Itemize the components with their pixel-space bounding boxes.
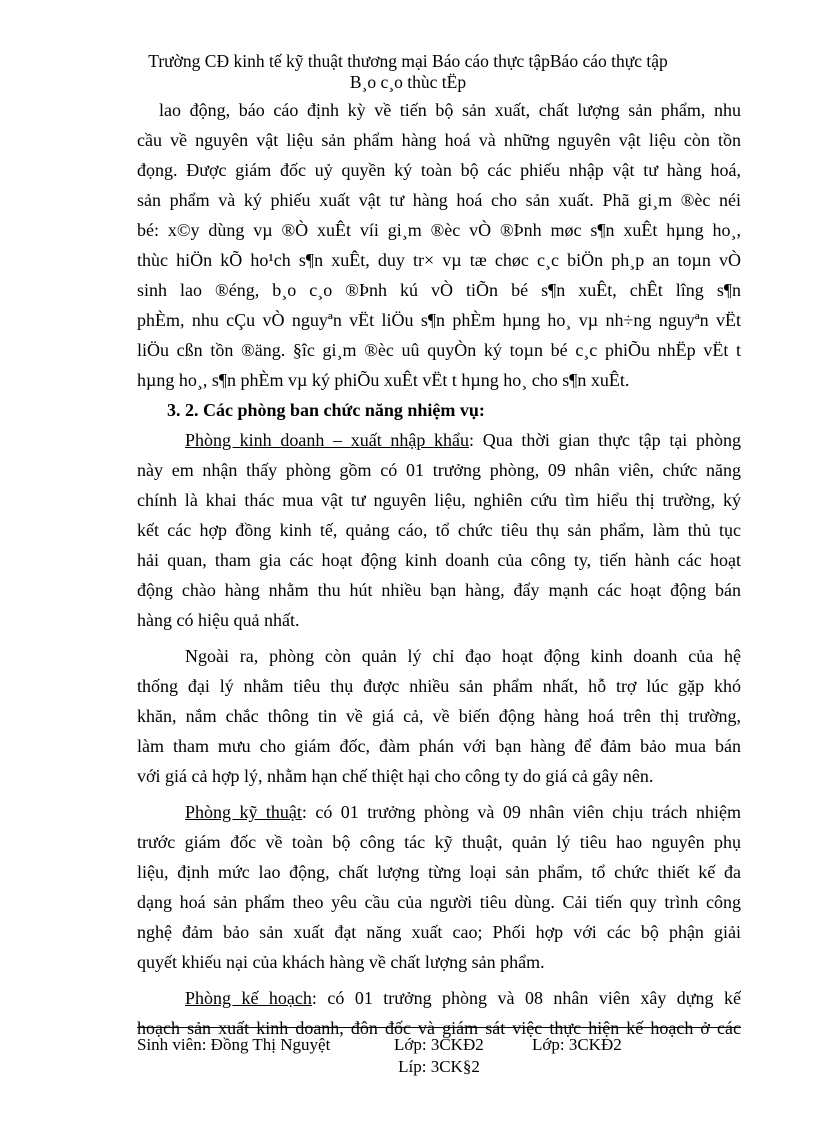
paragraph-text: : Qua thời gian thực tập tại phòng bbox=[469, 430, 741, 450]
body-line: kết các hợp đồng kinh tế, quảng cáo, tổ chức tiêu thụ sản phẩm, làm thủ tục bbox=[137, 520, 741, 540]
document-body bbox=[137, 95, 741, 1043]
header-report-title: B¸o c¸o thùc tËp bbox=[349, 72, 467, 92]
body-line: hàng có hiệu quả nhất. bbox=[137, 610, 300, 630]
footer-class: Lớp: 3CKĐ2 bbox=[532, 1035, 622, 1054]
body-line: nghệ đảm bảo sản xuất đạt năng xuất cao; Phối hợp với các bộ phận giải bbox=[137, 922, 741, 942]
header-school-title: Trường CĐ kinh tế kỹ thuật thương mại Báo cáo thực tậpBáo cáo thực tập bbox=[148, 51, 668, 71]
section-heading: 3. 2. Các phòng ban chức năng nhiệm vụ: bbox=[167, 400, 485, 420]
body-line: hoạch sản xuất kinh doanh, đôn đốc và giám sát việc thực hiện kế hoạch ở các bbox=[137, 1018, 741, 1038]
body-line: liÖu cßn tồn ®äng. §îc gi¸m ®èc uû quyÒn ký toµn bé c¸c phiÕu nhËp vËt t bbox=[137, 340, 741, 360]
body-line: khăn, nắm chắc thông tin về giá cả, về biến động hàng hoá trên thị trường, bbox=[137, 706, 741, 726]
paragraph-text: : có 01 trưởng phòng và 08 nhân viên xây dựng kế bbox=[311, 988, 741, 1008]
business-dept-title: Phòng kinh doanh – xuất nhập khẩu bbox=[185, 430, 470, 450]
body-line: chính là khai thác mua vật tư nguyên liệu, nghiên cứu tìm hiểu thị trường, ký bbox=[137, 490, 741, 510]
body-line: thống đại lý nhằm tiêu thụ được nhiều sản phẩm nhất, hỗ trợ lúc gặp khó bbox=[137, 676, 741, 696]
footer-student: Sinh viên: Đồng Thị Nguyệt bbox=[137, 1035, 331, 1054]
body-line: trước giám đốc về toàn bộ công tác kỹ thuật, quản lý tiêu hao nguyên phụ bbox=[137, 832, 741, 852]
paragraph-business-line bbox=[137, 425, 741, 455]
body-line: sinh lao ®éng, b¸o c¸o ®Þnh kú vÒ tiÕn bé s¶n xuÊt, chÊt lîng s¶n bbox=[137, 280, 741, 300]
body-line: đọng. Được giám đốc uỷ quyền ký toàn bộ các phiếu nhập vật tư hàng hoá, bbox=[137, 160, 741, 180]
body-line: thùc hiÖn kÕ ho¹ch s¶n xuÊt, duy tr× vµ tæ chøc c¸c biÖn ph¸p an toµn vÒ bbox=[137, 250, 741, 270]
technical-dept-title: Phòng kỹ thuật bbox=[185, 802, 302, 822]
body-line: cầu về nguyên vật liệu sản phẩm hàng hoá và những nguyên vật liệu còn tồn bbox=[137, 130, 741, 150]
body-line: dạng hoá sản phẩm theo yêu cầu của người tiêu dùng. Cải tiến quy trình công bbox=[137, 892, 741, 912]
body-line: bé: x©y dùng vµ ®Ò xuÊt víi gi¸m ®èc vÒ ®Þnh møc s¶n xuÊt hµng ho¸, bbox=[137, 220, 741, 240]
paragraph-technical-line bbox=[137, 797, 741, 827]
body-line: quyết khiếu nại của khách hàng về chất lượng sản phẩm. bbox=[137, 952, 545, 972]
footer-class: Lớp: 3CKĐ2 bbox=[394, 1035, 484, 1054]
body-line: với giá cả hợp lý, nhằm hạn chế thiệt hại cho công ty do giá cả gây nên. bbox=[137, 766, 654, 786]
planning-dept-title: Phòng kế hoạch bbox=[185, 988, 312, 1008]
body-line: động chào hàng nhằm thu hút nhiều bạn hàng, đẩy mạnh các hoạt động bán bbox=[137, 580, 741, 600]
body-line: sản phẩm và ký phiếu xuất vật tư hàng hoá cho sản xuất. Phã gi¸m ®èc néi bbox=[137, 190, 741, 210]
body-line: lao động, báo cáo định kỳ về tiến bộ sản xuất, chất lượng sản phẩm, nhu bbox=[159, 100, 741, 120]
footer-class-legacy: Líp: 3CK§2 bbox=[398, 1057, 480, 1076]
body-line: phÈm, nhu cÇu vÒ nguyªn vËt liÖu s¶n phÈm hµng ho¸ vµ nh÷ng nguyªn vËt bbox=[137, 310, 741, 330]
body-line: hµng ho¸, s¶n phÈm vµ ký phiÕu xuÊt vËt t hµng ho¸ cho s¶n xuÊt. bbox=[137, 370, 630, 390]
footer-divider bbox=[137, 1027, 741, 1028]
body-line: Ngoài ra, phòng còn quản lý chỉ đạo hoạt động kinh doanh của hệ bbox=[185, 646, 741, 666]
body-line: làm tham mưu cho giám đốc, đàm phán với bạn hàng để đảm bảo mua bán bbox=[137, 736, 741, 756]
body-line: liệu, định mức lao động, chất lượng từng loại sản phẩm, tổ chức thiết kế đa bbox=[137, 862, 741, 882]
body-line: hải quan, tham gia các hoạt động kinh doanh của công ty, tiến hành các hoạt bbox=[137, 550, 741, 570]
paragraph-planning-line bbox=[137, 983, 741, 1013]
body-line: này em nhận thấy phòng gồm có 01 trưởng phòng, 09 nhân viên, chức năng bbox=[137, 460, 741, 480]
paragraph-text: : có 01 trưởng phòng và 09 nhân viên chịu trách nhiệm bbox=[301, 802, 741, 822]
